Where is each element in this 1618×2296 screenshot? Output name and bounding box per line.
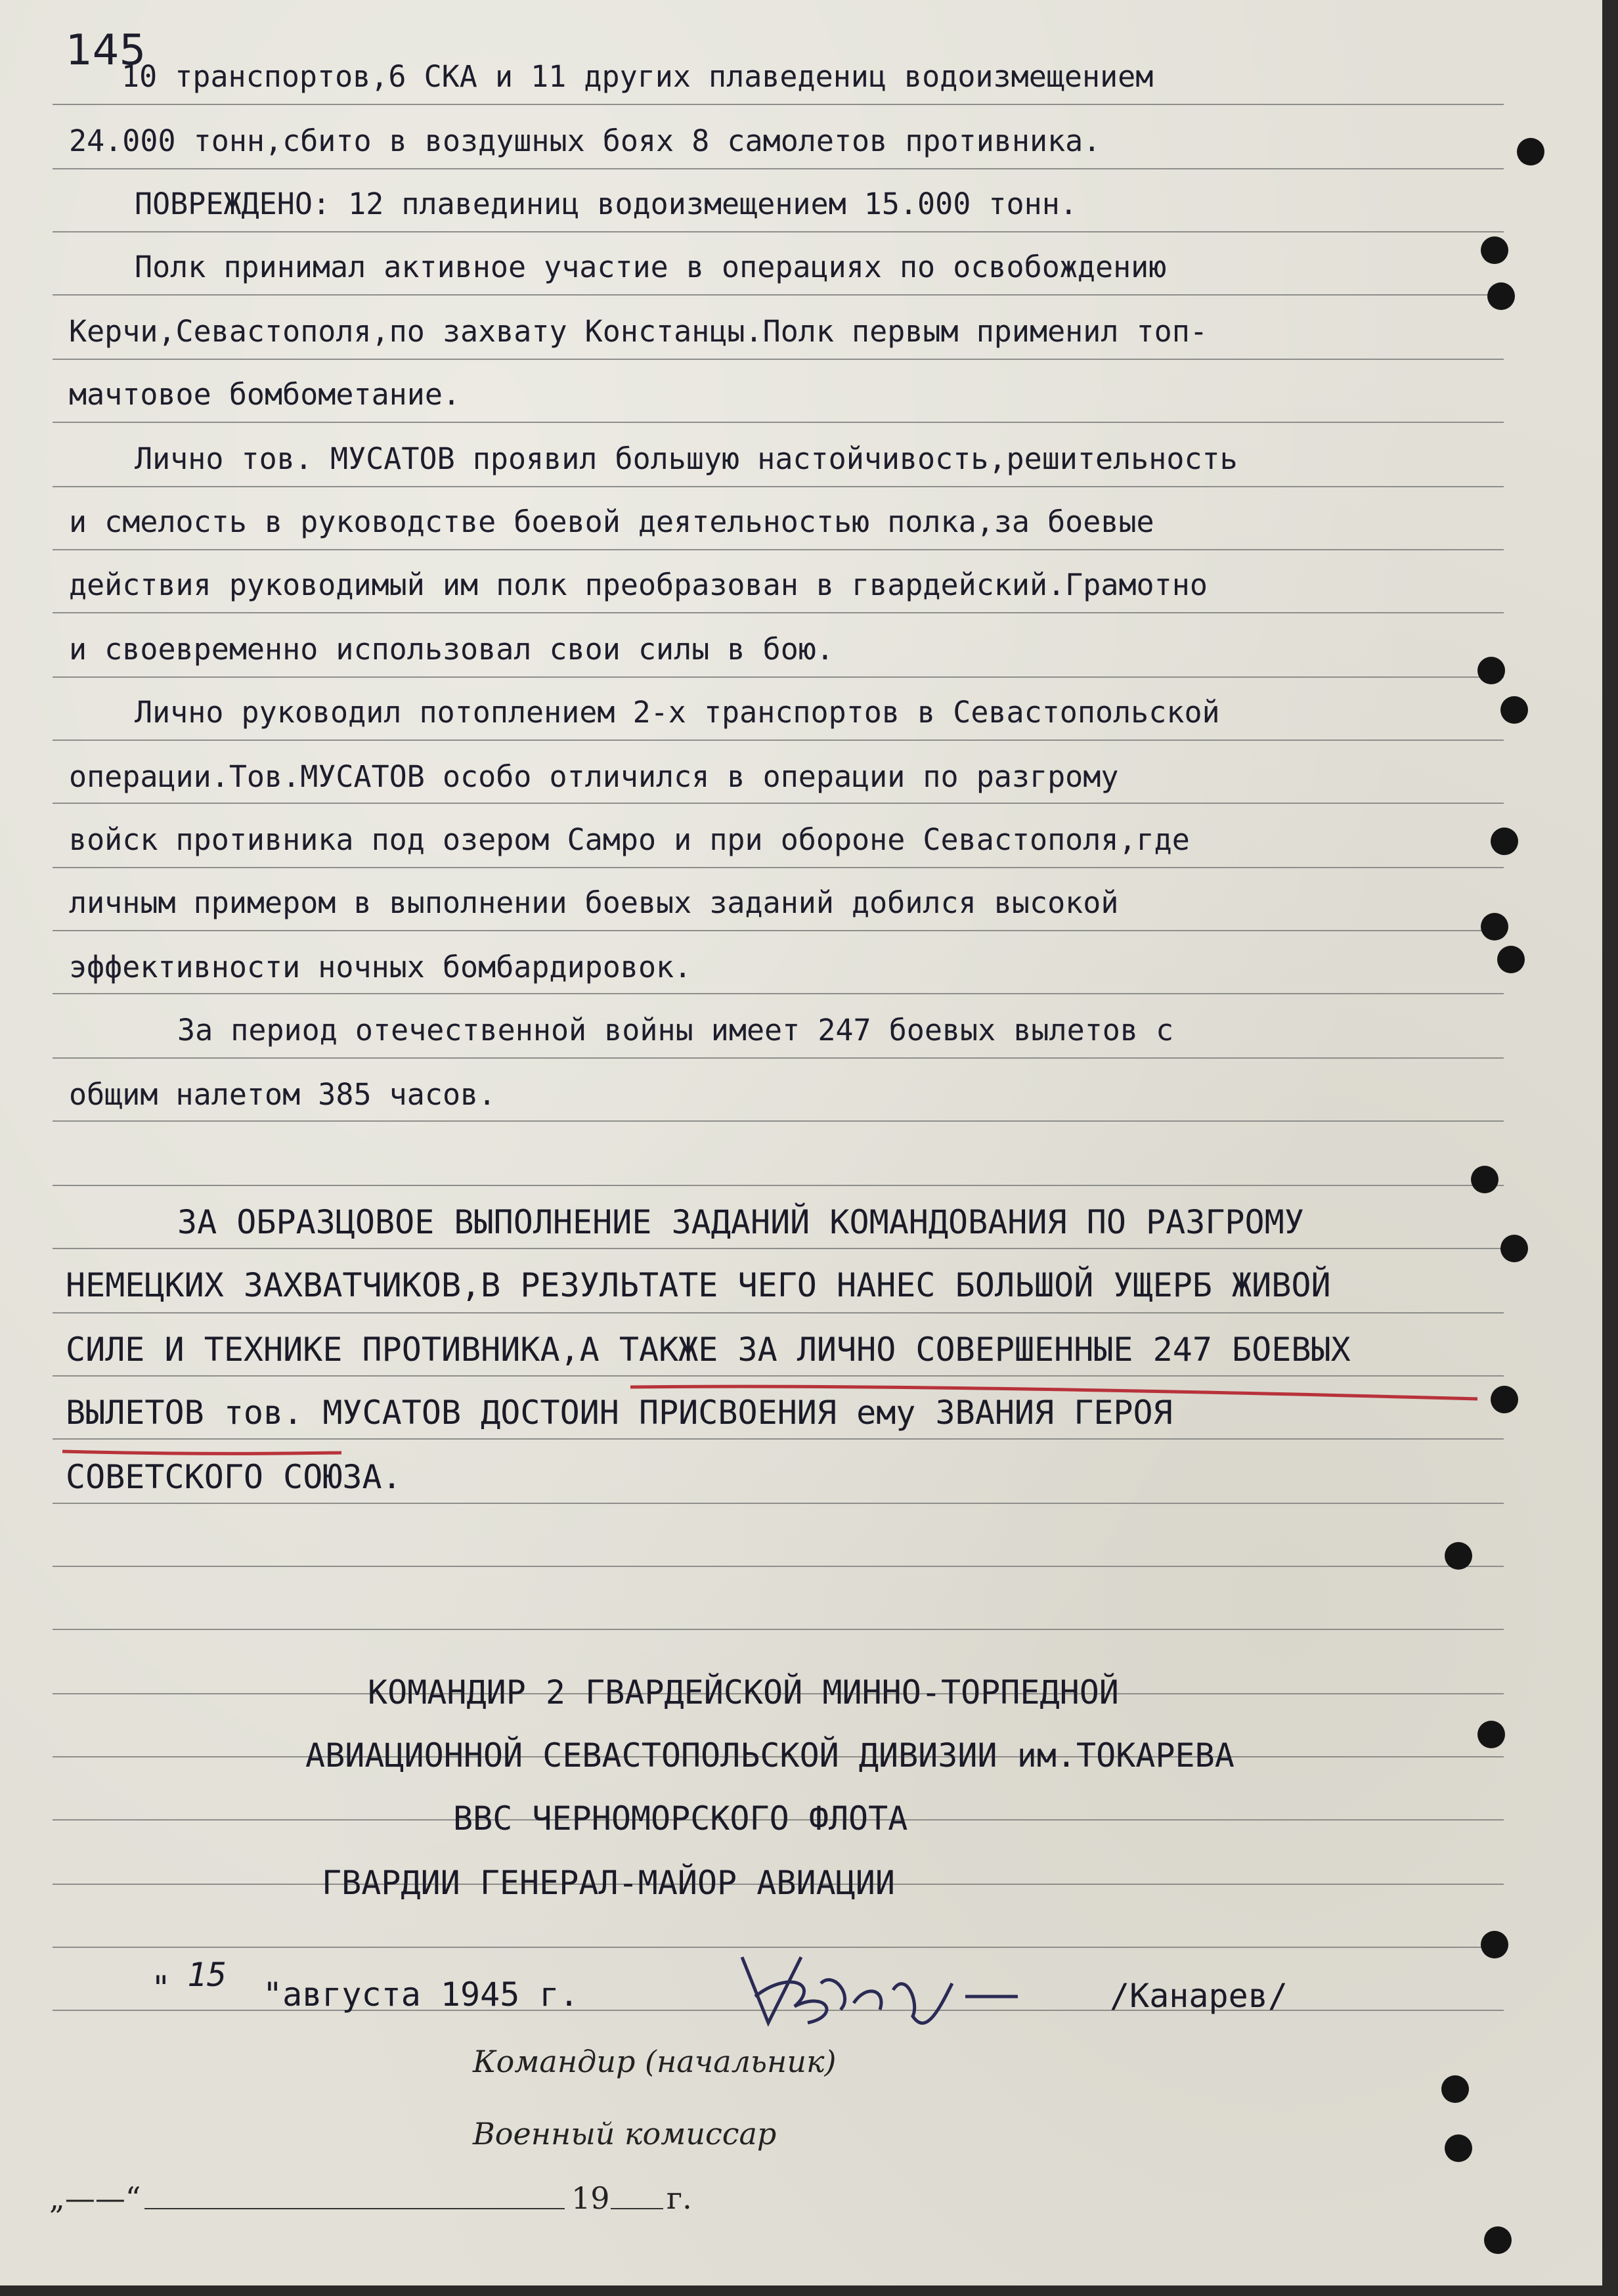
binder-hole: [1481, 236, 1508, 264]
binder-hole: [1441, 2075, 1469, 2103]
signature-block-line: ГВАРДИИ ГЕНЕРАЛ-МАЙОР АВИАЦИИ: [322, 1864, 895, 1902]
binder-hole: [1477, 1721, 1505, 1748]
body-line: Керчи,Севастополя,по захвату Констанцы.Полк первым применил топ-: [69, 314, 1208, 349]
body-line: и смелость в руководстве боевой деятельностью полка,за боевые: [69, 504, 1154, 539]
date-template-year: 19: [571, 2180, 610, 2216]
commander-label: Командир (начальник): [473, 2044, 837, 2079]
commissar-label: Военный комиссар: [473, 2116, 777, 2152]
body-line: За период отечественной войны имеет 247 боевых вылетов с: [177, 1013, 1174, 1048]
signature-block-line: ВВС ЧЕРНОМОРСКОГО ФЛОТА: [453, 1799, 908, 1838]
body-line: действия руководимый им полк преобразован в гвардейский.Грамотно: [69, 567, 1208, 602]
binder-hole: [1445, 1542, 1472, 1570]
conclusion-line: СОВЕТСКОГО СОЮЗА.: [66, 1458, 402, 1496]
binder-hole: [1500, 696, 1528, 724]
binder-hole: [1484, 2226, 1512, 2254]
conclusion-line: ЗА ОБРАЗЦОВОЕ ВЫПОЛНЕНИЕ ЗАДАНИЙ КОМАНДОВАНИЯ ПО РАЗГРОМУ: [177, 1203, 1304, 1241]
signature-block-line: КОМАНДИР 2 ГВАРДЕЙСКОЙ МИННО-ТОРПЕДНОЙ: [368, 1673, 1119, 1711]
binder-hole: [1445, 2134, 1472, 2162]
conclusion-line: ВЫЛЕТОВ тов. МУСАТОВ ДОСТОИН ПРИСВОЕНИЯ ему ЗВАНИЯ ГЕРОЯ: [66, 1394, 1173, 1432]
page-number: 145: [66, 26, 146, 75]
body-line: общим налетом 385 часов.: [69, 1077, 496, 1112]
body-line: Лично тов. МУСАТОВ проявил большую настойчивость,решительность: [135, 441, 1238, 476]
date-template-year-blank: [611, 2208, 663, 2209]
body-line: 24.000 тонн,сбито в воздушных боях 8 самолетов противника.: [69, 123, 1101, 158]
body-line: мачтовое бомбометание.: [69, 377, 461, 412]
binder-hole: [1497, 946, 1525, 973]
body-line: операции.Тов.МУСАТОВ особо отличился в операции по разгрому: [69, 759, 1119, 794]
handwritten-signature: [729, 1944, 1070, 2042]
signer-name: /Канарев/: [1110, 1977, 1288, 2015]
body-line: войск противника под озером Самро и при обороне Севастополя,где: [69, 822, 1190, 857]
body-line: эффективности ночных бомбардировок.: [69, 950, 692, 984]
body-line: Полк принимал активное участие в операциях по освобождению: [135, 250, 1167, 284]
date-day: 15: [187, 1956, 227, 1994]
body-line: личным примером в выполнении боевых заданий добился высокой: [69, 885, 1119, 920]
date-open-quote: ": [151, 1969, 171, 2007]
binder-hole: [1491, 1386, 1518, 1413]
binder-hole: [1517, 138, 1544, 166]
body-line: Лично руководил потоплением 2-х транспортов в Севастопольской: [135, 695, 1220, 730]
binder-hole: [1477, 657, 1505, 684]
signature-block-line: АВИАЦИОННОЙ СЕВАСТОПОЛЬСКОЙ ДИВИЗИИ им.ТОКАРЕВА: [305, 1736, 1235, 1775]
body-line: 10 транспортов,6 СКА и 11 других плаведениц водоизмещением: [121, 59, 1154, 94]
date-text: "августа 1945 г.: [263, 1976, 579, 2014]
binder-hole: [1481, 913, 1508, 940]
binder-hole: [1487, 282, 1515, 310]
binder-hole: [1481, 1931, 1508, 1958]
date-template-left: „——“: [49, 2180, 141, 2216]
body-line: и своевременно использовал свои силы в бою.: [69, 632, 834, 667]
binder-hole: [1491, 828, 1518, 855]
date-template-suffix: г.: [667, 2180, 692, 2216]
conclusion-line: СИЛЕ И ТЕХНИКЕ ПРОТИВНИКА,А ТАКЖЕ ЗА ЛИЧНО СОВЕРШЕННЫЕ 247 БОЕВЫХ: [66, 1331, 1351, 1369]
conclusion-line: НЕМЕЦКИХ ЗАХВАТЧИКОВ,В РЕЗУЛЬТАТЕ ЧЕГО НАНЕС БОЛЬШОЙ УЩЕРБ ЖИВОЙ: [66, 1266, 1331, 1304]
binder-hole: [1500, 1235, 1528, 1262]
date-template-blank: [144, 2208, 565, 2209]
binder-hole: [1471, 1166, 1498, 1193]
body-line: ПОВРЕЖДЕНО: 12 плавединиц водоизмещением 15.000 тонн.: [135, 187, 1078, 221]
